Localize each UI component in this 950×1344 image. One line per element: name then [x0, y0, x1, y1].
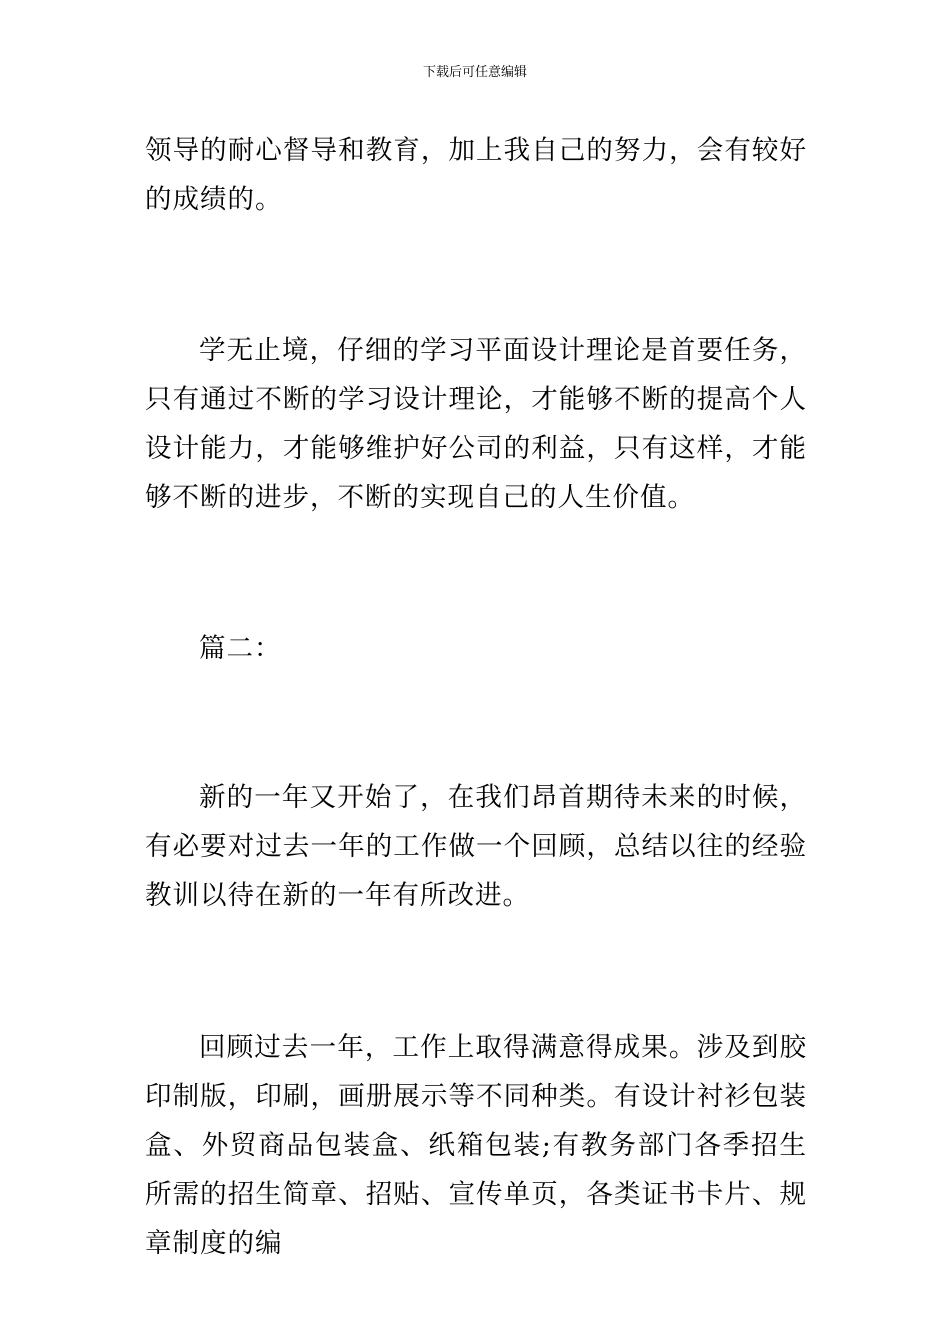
paragraph-review: 回顾过去一年，工作上取得满意得成果。涉及到胶印制版，印刷，画册展示等不同种类。有设计衬衫包装盒、外贸商品包装盒、纸箱包装;有教务部门各季招生所需的招生简章、招贴、宣传单页，各类证书卡片、规章制度的编: [145, 1032, 807, 1259]
paragraph-study: 学无止境，仔细的学习平面设计理论是首要任务，只有通过不断的学习设计理论，才能够不断的提高个人设计能力，才能够维护好公司的利益，只有这样，才能够不断的进步，不断的实现自己的人生价值。: [145, 335, 807, 513]
paragraph-continuation: 领导的耐心督导和教育，加上我自己的努力，会有较好的成绩的。: [145, 135, 807, 215]
page-header-note: 下载后可任意编辑: [422, 65, 527, 80]
paragraph-new-year: 新的一年又开始了，在我们昂首期待未来的时候，有必要对过去一年的工作做一个回顾，总结以往的经验教训以待在新的一年有所改进。: [145, 782, 807, 911]
section-heading: 篇二：: [199, 633, 282, 664]
